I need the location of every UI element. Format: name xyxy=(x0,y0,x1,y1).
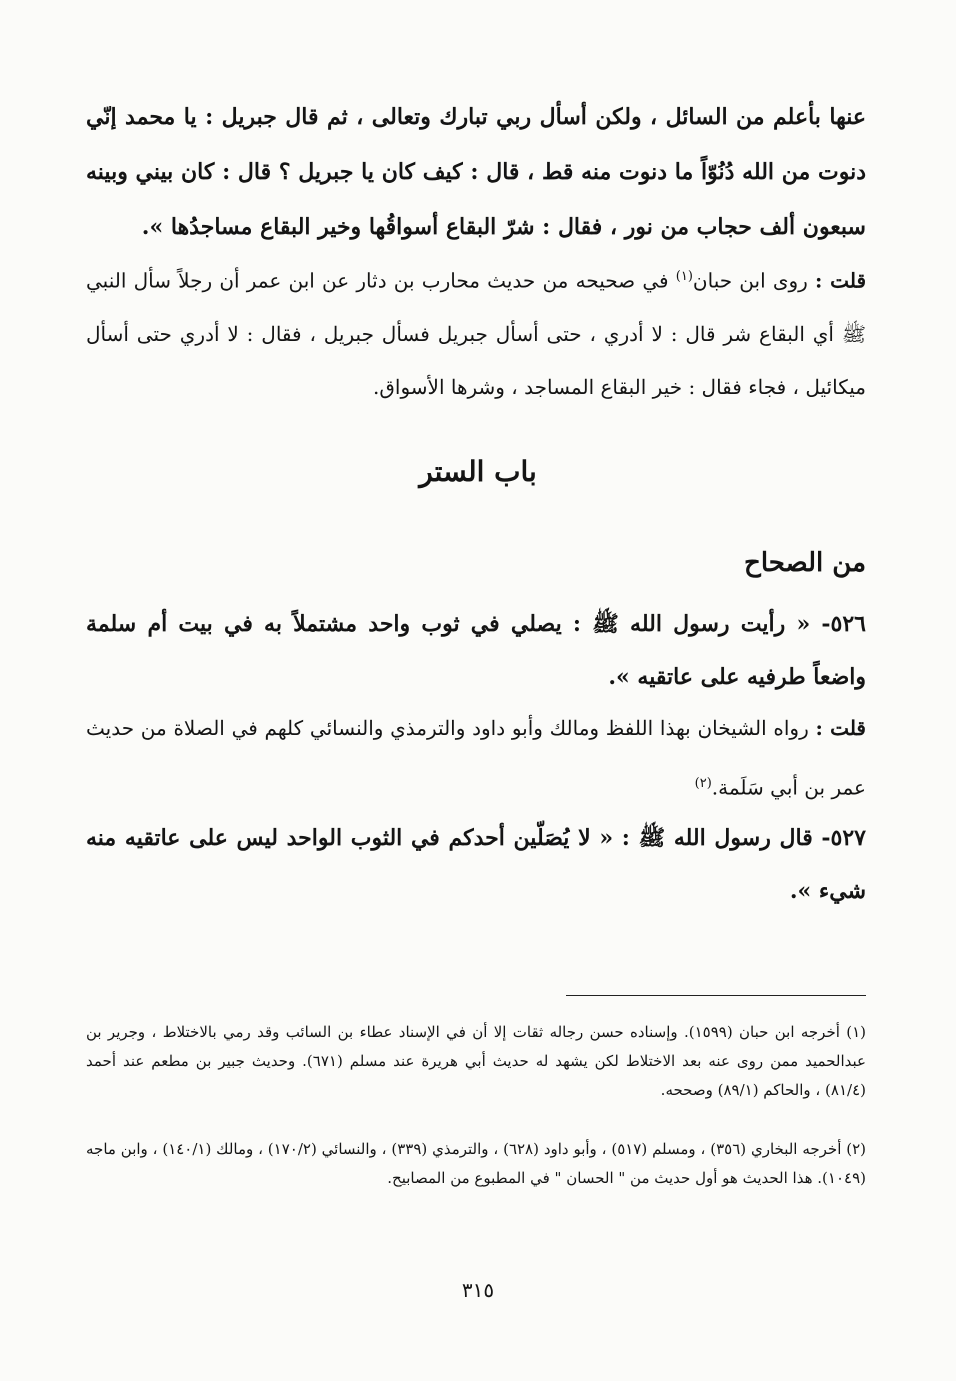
footnote-marker-1[interactable]: (١) xyxy=(675,269,693,284)
commentary-note-2 xyxy=(86,700,866,816)
footnote-marker-2[interactable]: (٢) xyxy=(694,776,712,791)
page-number: ٣١٥ xyxy=(461,1278,495,1302)
hadith-527: ٥٢٧- قال رسول الله ﷺ : « لا يُصَلّين أحدكم في الثوب الواحد ليس على عاتقيه منه شيء ». xyxy=(86,825,866,904)
section-title: من الصحاح xyxy=(744,548,866,578)
qult-label: قلت : xyxy=(815,716,866,740)
qult-label: قلت : xyxy=(815,268,867,293)
paragraph-top: عنها بأعلم من السائل ، ولكن أسأل ربي تبارك وتعالى ، ثم قال جبريل : يا محمد إنّي دنوت من الله دُنُوّاً ما دنوت منه قط ، قال : كيف كان يا جبريل ؟ قال : كان بيني وبينه سبعون ألف حجاب من نور ، فقال : شرّ البقاع أسواقُها وخير البقاع مساجدُها ». xyxy=(86,104,866,240)
note-2-before: رواه الشيخان بهذا اللفظ ومالك وأبو داود والترمذي والنسائي كلهم في الصلاة من حديث عمر بن أبي سَلَمة. xyxy=(86,716,866,800)
note-1-before: روى ابن حبان xyxy=(692,268,808,293)
hadith-526: ٥٢٦- « رأيت رسول الله ﷺ : يصلي في ثوب واحد مشتملاً به في بيت أم سلمة واضعاً طرفيه على عاتقيه ». xyxy=(86,611,866,690)
footnote-2: (٢) أخرجه البخاري (٣٥٦) ، ومسلم (٥١٧) ، وأبو داود (٦٢٨) ، والترمذي (٣٣٩) ، والنسائي (١٧٠/٢) ، ومالك (١٤٠/١) ، وابن ماجه (١٠٤٩). هذا الحديث هو أول حديث من " الحسان " في المطبوع من المصابيح. xyxy=(86,1140,866,1187)
footnote-divider xyxy=(566,995,866,996)
chapter-title: باب الستر xyxy=(419,455,537,488)
note-1-after: في صحيحه من حديث محارب بن دثار عن ابن عمر أن رجلاً سأل النبي ﷺ أي البقاع شر قال : لا أدري ، حتى أسأل جبريل فسأل جبريل ، فقال : لا أدري حتى أسأل ميكائيل ، فجاء فقال : خير البقاع المساجد ، وشرها الأسواق. xyxy=(86,268,866,399)
commentary-note-1 xyxy=(86,250,866,414)
footnote-1: (١) أخرجه ابن حبان (١٥٩٩). وإسناده حسن رجاله ثقات إلا أن في الإسناد عطاء بن السائب وقد رمي بالاختلاط ، وجرير بن عبدالحميد ممن روى عنه بعد الاختلاط لكن يشهد له حديث أبي هريرة عند مسلم (٦٧١). وحديث جبير بن مطعم عند أحمد (٨١/٤) ، والحاكم (٨٩/١) وصححه. xyxy=(86,1023,867,1099)
